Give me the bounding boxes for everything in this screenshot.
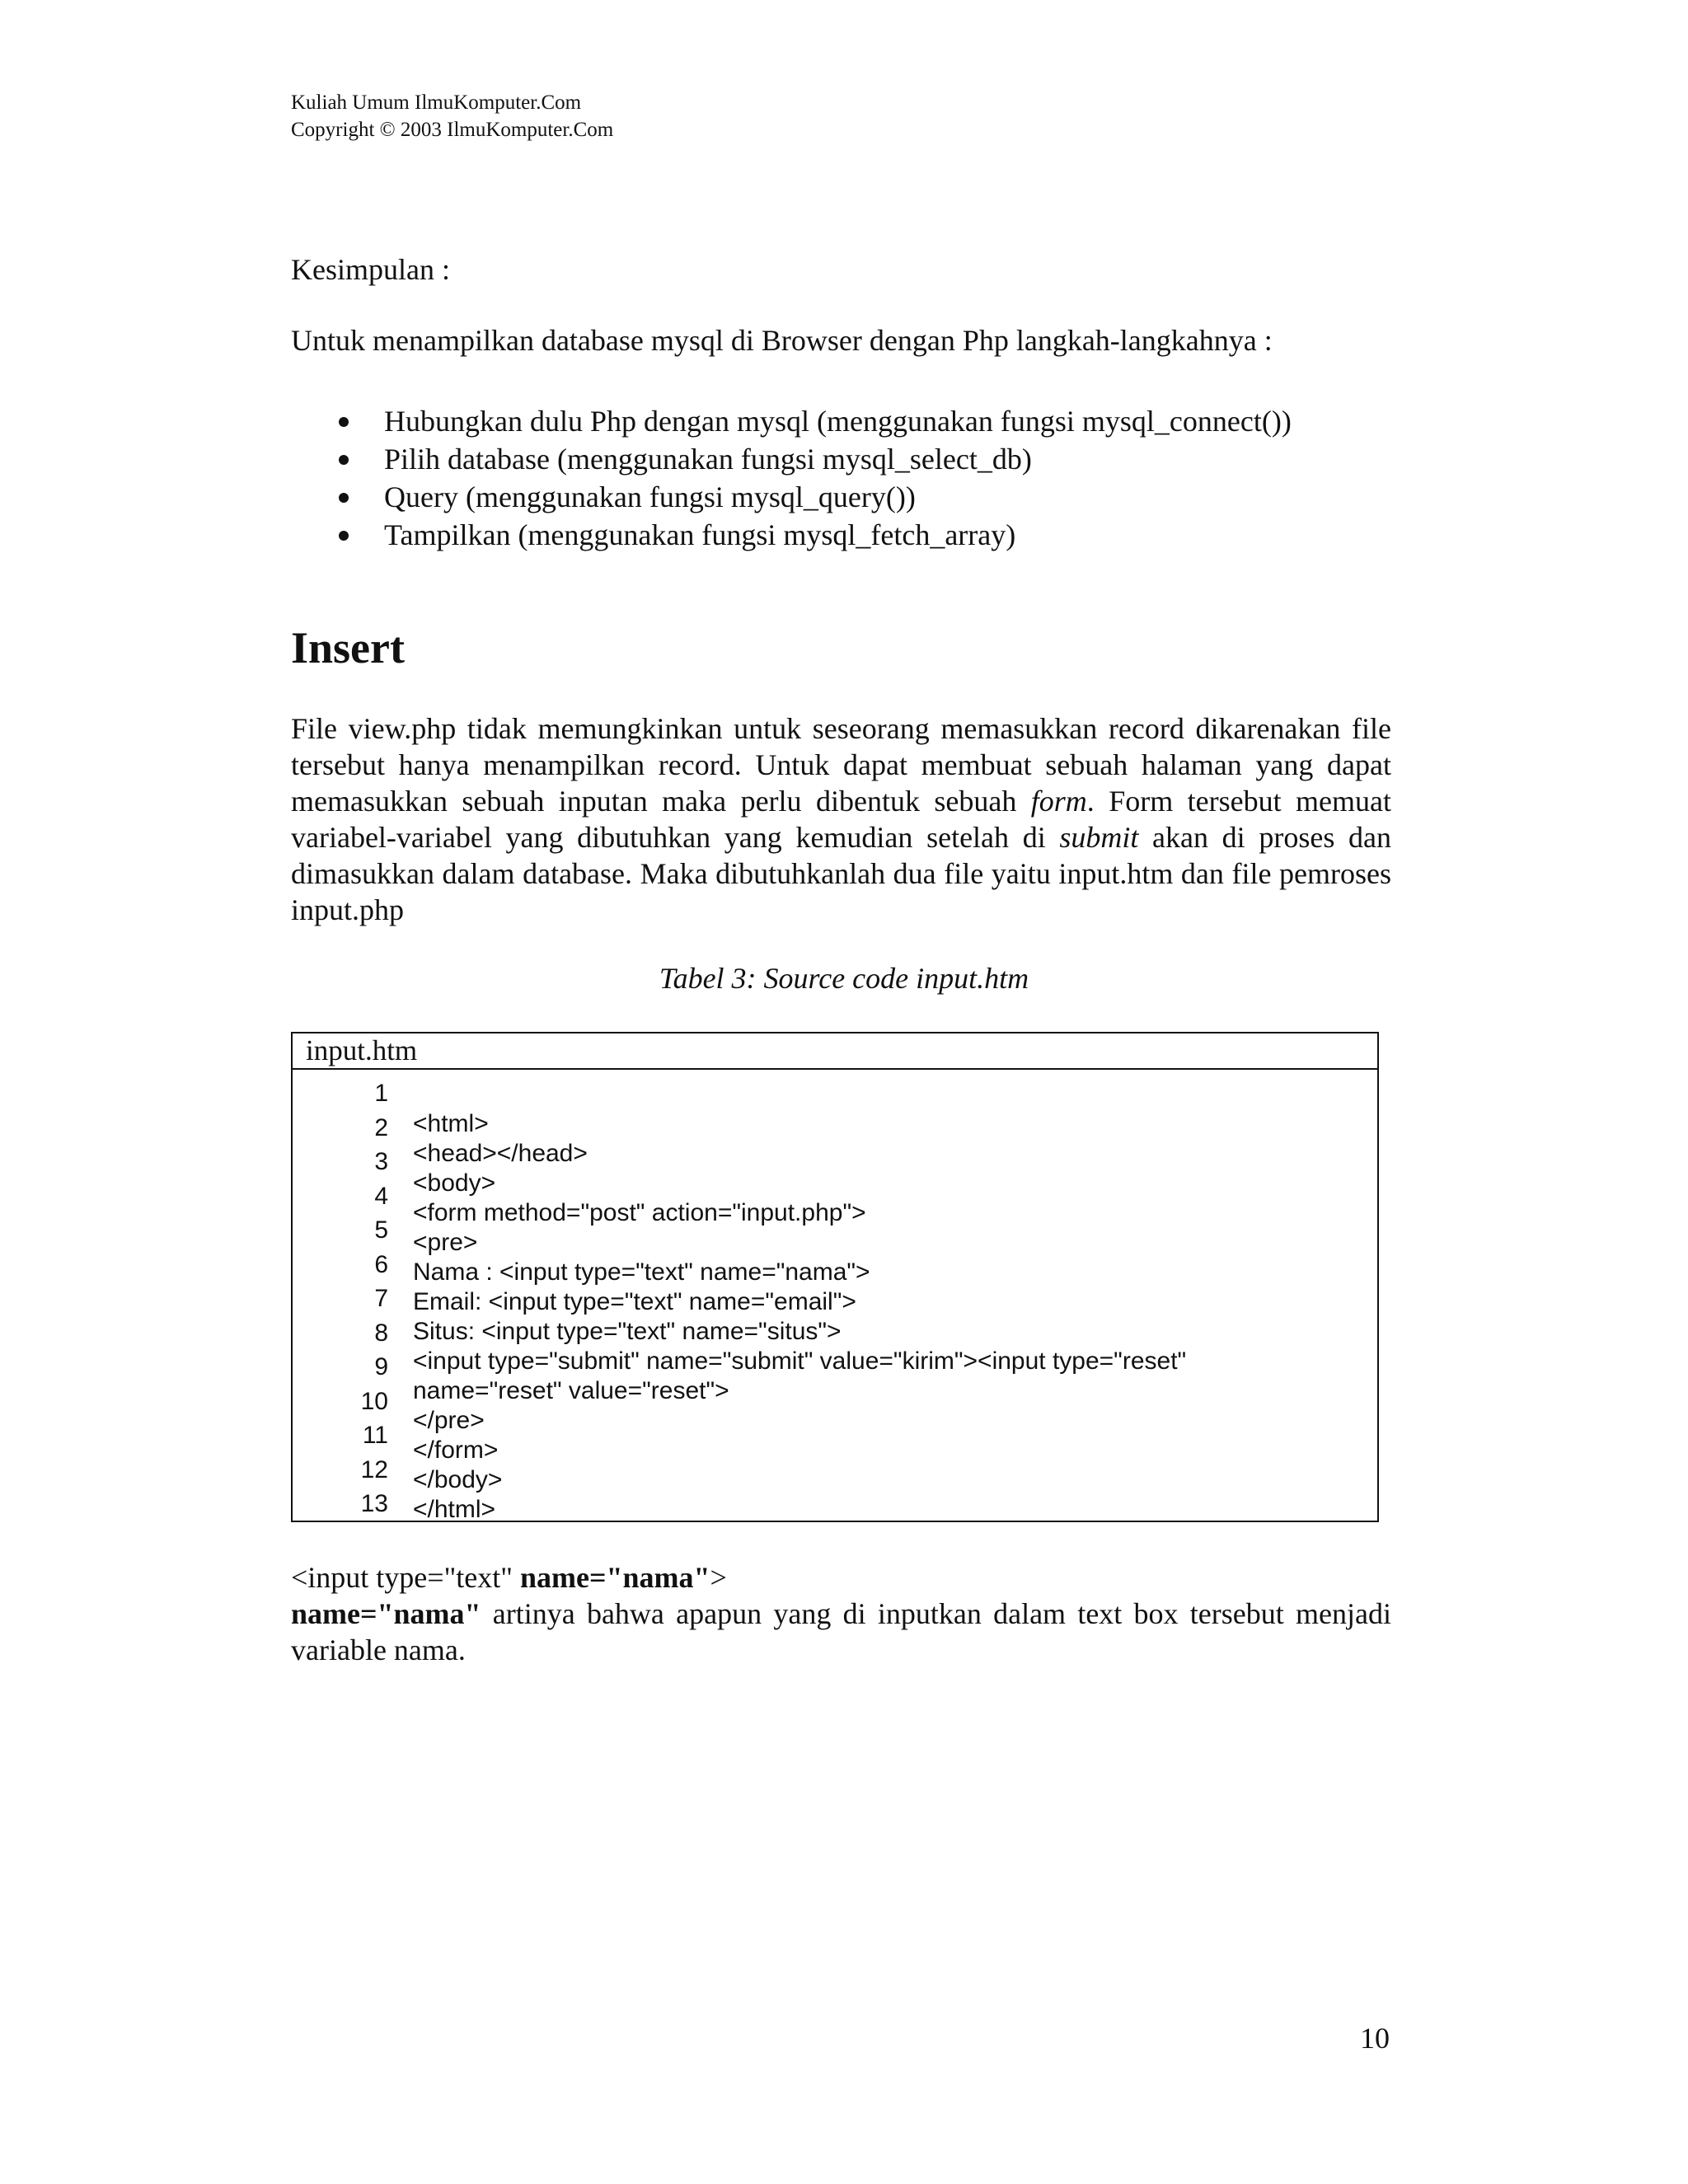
line-number: 1 [374, 1080, 388, 1107]
list-item: Query (menggunakan fungsi mysql_query()) [291, 478, 1292, 516]
line-number: 10 [360, 1387, 388, 1415]
bullet-icon [339, 493, 349, 503]
bullet-icon [339, 531, 349, 541]
code-line: Situs: <input type="text" name="situs"> [413, 1318, 842, 1345]
explanation-paragraph: name="nama" artinya bahwa apapun yang di inputkan dalam text box tersebut menjadi variable nama. [291, 1597, 1391, 1666]
line-number: 8 [374, 1319, 388, 1347]
page-number: 10 [1360, 2022, 1390, 2055]
line-number: 3 [374, 1148, 388, 1175]
code-line: <pre> [413, 1229, 478, 1256]
insert-paragraph: File view.php tidak memungkinkan untuk seseorang memasukkan record dikarenakan file tersebut hanya menampilkan record. Untuk dapat membuat sebuah halaman yang dapat memasukkan sebuah inputan maka perlu dibentuk sebuah form. Form tersebut memuat variabel-variabel yang dibutuhkan yang kemudian setelah di submit akan di proses dan dimasukkan dalam database. Maka dibutuhkanlah dua file yaitu input.htm dan file pemroses input.php [291, 712, 1391, 926]
code-line: </body> [413, 1466, 503, 1493]
code-line: </html> [413, 1496, 496, 1523]
code-snippet-line: <input type="text" name="nama"> [291, 1561, 727, 1594]
line-number: 2 [374, 1113, 388, 1141]
list-item: Hubungkan dulu Php dengan mysql (menggunakan fungsi mysql_connect()) [291, 402, 1292, 440]
line-number: 5 [374, 1216, 388, 1244]
code-line: </form> [413, 1436, 499, 1464]
list-item: Tampilkan (menggunakan fungsi mysql_fetch_array) [291, 516, 1292, 554]
conclusion-label: Kesimpulan : [291, 253, 450, 286]
line-number: 13 [360, 1490, 388, 1517]
code-line: name="reset" value="reset"> [413, 1377, 729, 1404]
code-line: <input type="submit" name="submit" value="kirim"><input type="reset" [413, 1347, 1187, 1375]
line-numbers [293, 1076, 388, 1521]
list-item: Pilih database (menggunakan fungsi mysql_select_db) [291, 440, 1292, 478]
line-number: 12 [360, 1455, 388, 1483]
line-number: 9 [374, 1353, 388, 1380]
header-line-1: Kuliah Umum IlmuKomputer.Com [291, 91, 582, 114]
section-heading: Insert [291, 623, 405, 673]
code-line: <head></head> [413, 1140, 588, 1167]
code-line: Nama : <input type="text" name="nama"> [413, 1258, 870, 1286]
code-line: </pre> [413, 1407, 485, 1434]
bullet-icon [339, 417, 349, 427]
line-number: 6 [374, 1250, 388, 1278]
code-line: Email: <input type="text" name="email"> [413, 1288, 856, 1315]
code-table-title: input.htm [293, 1033, 1377, 1070]
conclusion-intro: Untuk menampilkan database mysql di Browser dengan Php langkah-langkahnya : [291, 324, 1273, 357]
line-number: 4 [374, 1182, 388, 1210]
code-table [291, 1032, 1379, 1522]
page-header [291, 89, 613, 143]
steps-list [291, 402, 1292, 554]
line-number: 11 [362, 1422, 388, 1449]
code-line: <form method="post" action="input.php"> [413, 1199, 866, 1226]
bullet-icon [339, 455, 349, 465]
line-number: 7 [374, 1285, 388, 1312]
code-line: <body> [413, 1169, 496, 1197]
header-line-2: Copyright © 2003 IlmuKomputer.Com [291, 119, 614, 141]
code-line: <html> [413, 1110, 489, 1137]
code-lines [413, 1109, 1369, 1525]
table-caption: Tabel 3: Source code input.htm [659, 962, 1029, 995]
